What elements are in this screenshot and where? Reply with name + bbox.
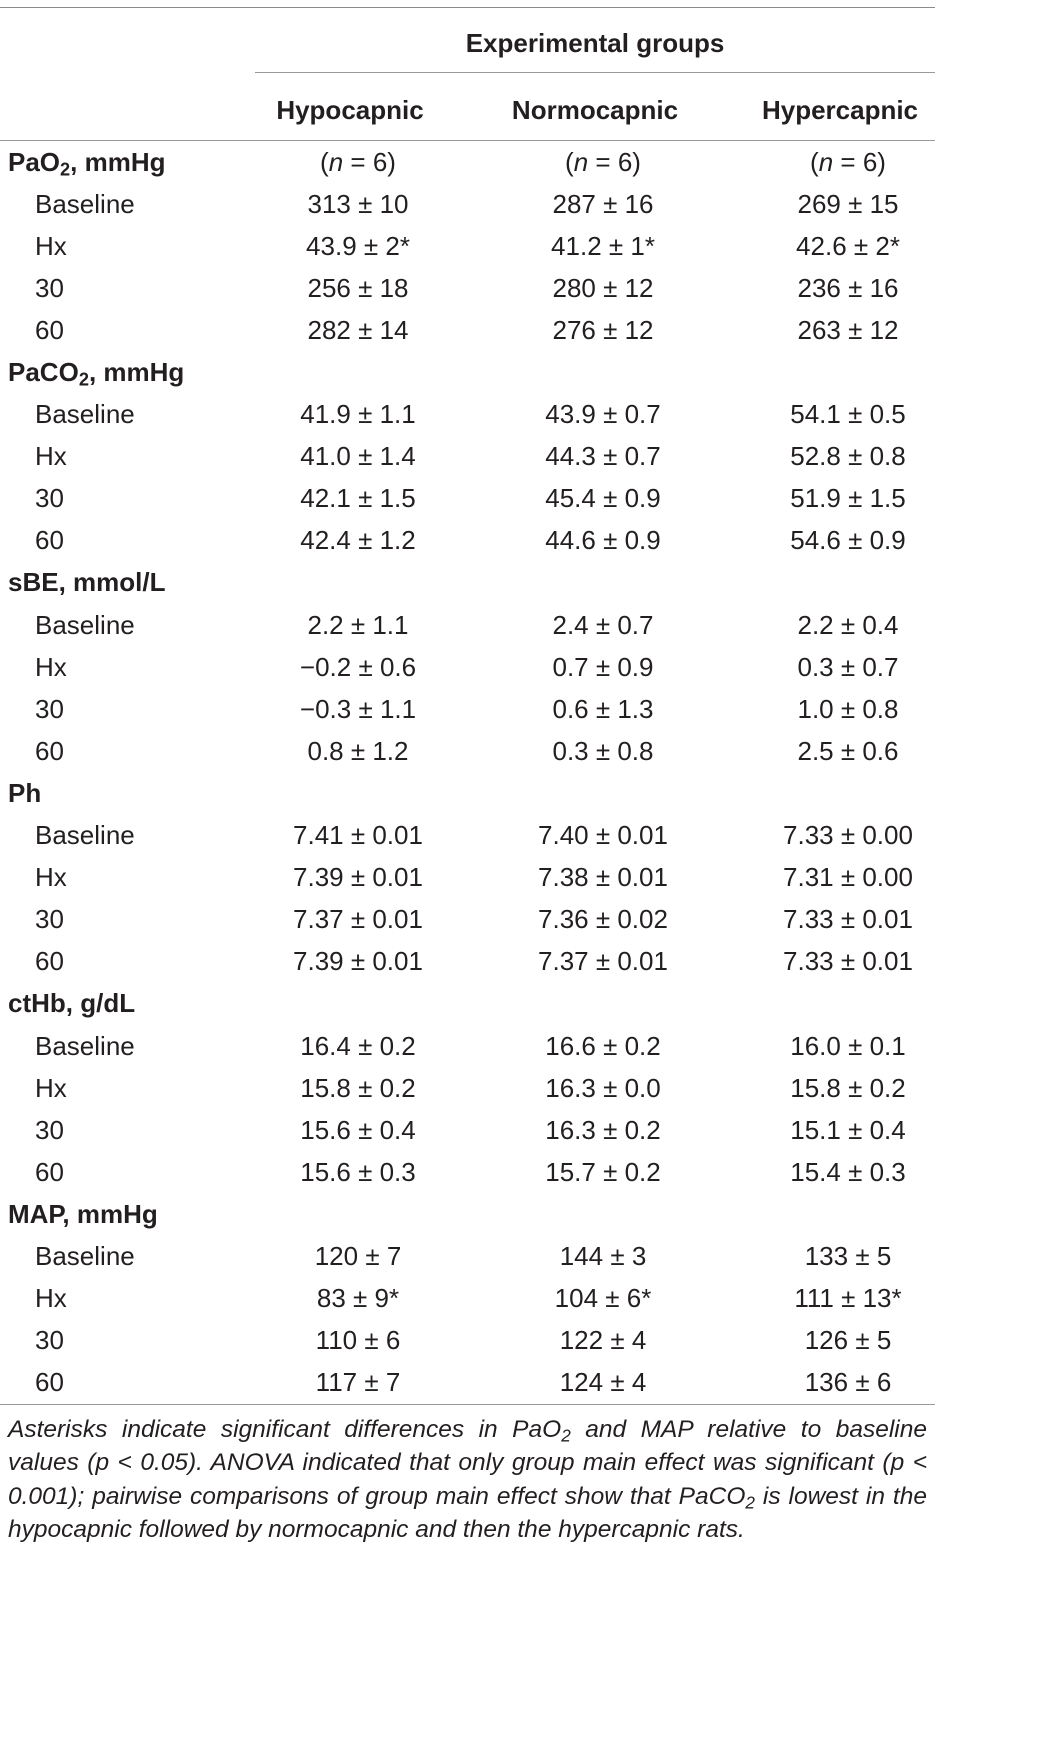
table-row	[0, 394, 943, 436]
value-cell: 15.1 ± 0.4	[790, 1114, 906, 1145]
row-label: 30	[35, 483, 64, 514]
table-row	[0, 1362, 943, 1404]
value-cell: 111 ± 13*	[794, 1283, 902, 1314]
row-label: Baseline	[35, 609, 135, 640]
row-label: 30	[35, 693, 64, 724]
table-footnote	[0, 1405, 935, 1547]
sample-size-cell: (n = 6)	[810, 146, 886, 177]
sample-size-cell: (n = 6)	[320, 146, 396, 177]
row-label: Hx	[35, 441, 67, 472]
row-label: 60	[35, 525, 64, 556]
value-cell: 0.6 ± 1.3	[552, 693, 654, 724]
value-cell: 2.5 ± 0.6	[797, 735, 899, 766]
sample-size-cell	[453, 351, 753, 393]
table-row	[0, 646, 943, 688]
section-row	[0, 983, 943, 1025]
value-cell: 110 ± 6	[315, 1325, 401, 1356]
value-cell: 136 ± 6	[804, 1367, 892, 1398]
row-label: Hx	[35, 651, 67, 682]
group-header-label: Experimental groups	[465, 28, 725, 58]
value-cell: 7.33 ± 0.01	[783, 946, 913, 977]
section-name: sBE, mmol/L	[8, 567, 166, 598]
value-cell: 0.7 ± 0.9	[552, 651, 654, 682]
section-name: Ph	[8, 777, 42, 808]
section-name: PaCO	[8, 357, 79, 388]
footnote-part-3: is lowest in the hypocapnic followed by normocapnic and then the hypercapnic rats.	[8, 1482, 927, 1544]
row-label: Baseline	[35, 188, 135, 219]
value-cell: 269 ± 15	[797, 188, 899, 219]
value-cell: 42.4 ± 1.2	[300, 525, 416, 556]
row-label: 30	[35, 1114, 64, 1145]
section-title	[0, 562, 263, 604]
column-header-hypercapnic: Hypercapnic	[761, 95, 919, 125]
row-label: Hx	[35, 1072, 67, 1103]
value-cell: 7.37 ± 0.01	[538, 946, 668, 977]
value-cell: 0.8 ± 1.2	[307, 735, 409, 766]
row-label: Baseline	[35, 399, 135, 430]
sample-size-cell	[263, 983, 453, 1025]
sample-size-cell	[753, 351, 943, 393]
value-cell: 43.9 ± 2*	[306, 230, 410, 261]
section-row	[0, 562, 943, 604]
value-cell: 7.38 ± 0.01	[538, 862, 668, 893]
value-cell: 7.40 ± 0.01	[538, 820, 668, 851]
table-row	[0, 1278, 943, 1320]
section-row	[0, 351, 943, 393]
value-cell: 15.8 ± 0.2	[790, 1072, 906, 1103]
column-header-hypocapnic: Hypocapnic	[276, 95, 424, 125]
row-label: Hx	[35, 1283, 67, 1314]
row-label: Baseline	[35, 1030, 135, 1061]
sample-size-cell	[453, 1193, 753, 1235]
sample-size-cell	[753, 562, 943, 604]
value-cell: 41.9 ± 1.1	[300, 399, 416, 430]
table-row	[0, 941, 943, 983]
table-row	[0, 1067, 943, 1109]
sample-size-cell	[453, 772, 753, 814]
value-cell: 15.8 ± 0.2	[300, 1072, 416, 1103]
footnote-part-2: and MAP relative to baseline values (p < 0.05). ANOVA indicated that only group main effect was significant (p < 0.001); pairwise comparisons of group main effect show that PaCO	[8, 1415, 927, 1510]
footnote-sub-1: 2	[561, 1425, 571, 1446]
table-row	[0, 730, 943, 772]
section-row	[0, 141, 943, 183]
row-label: 60	[35, 314, 64, 345]
value-cell: 7.39 ± 0.01	[293, 946, 423, 977]
table-row	[0, 1320, 943, 1362]
value-cell: 15.6 ± 0.3	[300, 1156, 416, 1187]
value-cell: 122 ± 4	[559, 1325, 647, 1356]
section-name: ctHb, g/dL	[8, 988, 136, 1019]
value-cell: 0.3 ± 0.7	[797, 651, 899, 682]
value-cell: −0.2 ± 0.6	[299, 651, 417, 682]
value-cell: 41.2 ± 1*	[551, 230, 655, 261]
table-row	[0, 857, 943, 899]
value-cell: 54.1 ± 0.5	[790, 399, 906, 430]
value-cell: 287 ± 16	[552, 188, 654, 219]
section-name-subscript: 2	[60, 159, 71, 180]
value-cell: 7.33 ± 0.00	[783, 820, 913, 851]
data-table	[0, 141, 943, 1404]
value-cell: 16.3 ± 0.2	[545, 1114, 661, 1145]
value-cell: 83 ± 9*	[316, 1283, 400, 1314]
sample-size-cell	[263, 772, 453, 814]
value-cell: 7.31 ± 0.00	[783, 862, 913, 893]
table-row	[0, 183, 943, 225]
sample-size-cell	[753, 1193, 943, 1235]
value-cell: 263 ± 12	[797, 314, 899, 345]
value-cell: 43.9 ± 0.7	[545, 399, 661, 430]
value-cell: 7.33 ± 0.01	[783, 904, 913, 935]
value-cell: 144 ± 3	[559, 1240, 647, 1271]
value-cell: 52.8 ± 0.8	[790, 441, 906, 472]
value-cell: 256 ± 18	[307, 272, 409, 303]
value-cell: 44.3 ± 0.7	[545, 441, 661, 472]
table-row	[0, 899, 943, 941]
table-row	[0, 436, 943, 478]
value-cell: 16.3 ± 0.0	[545, 1072, 661, 1103]
section-row	[0, 1193, 943, 1235]
value-cell: 41.0 ± 1.4	[300, 441, 416, 472]
section-title	[0, 1193, 263, 1235]
row-label: 30	[35, 272, 64, 303]
table-row	[0, 688, 943, 730]
value-cell: 282 ± 14	[307, 314, 409, 345]
section-title	[0, 772, 263, 814]
sample-size-cell	[753, 772, 943, 814]
value-cell: 7.36 ± 0.02	[538, 904, 668, 935]
value-cell: 42.6 ± 2*	[796, 230, 900, 261]
value-cell: 15.6 ± 0.4	[300, 1114, 416, 1145]
sample-size-cell: (n = 6)	[565, 146, 641, 177]
row-label: Hx	[35, 862, 67, 893]
column-header-normocapnic: Normocapnic	[511, 95, 679, 125]
sample-size-cell	[263, 351, 453, 393]
footnote-sub-2: 2	[745, 1492, 755, 1513]
section-unit: , mmHg	[70, 146, 166, 177]
table-row	[0, 309, 943, 351]
value-cell: 16.0 ± 0.1	[790, 1030, 906, 1061]
value-cell: 15.7 ± 0.2	[545, 1156, 661, 1187]
sample-size-cell	[263, 562, 453, 604]
row-label: Baseline	[35, 820, 135, 851]
value-cell: 2.2 ± 1.1	[307, 609, 409, 640]
value-cell: 16.4 ± 0.2	[300, 1030, 416, 1061]
table-row	[0, 815, 943, 857]
row-label: 30	[35, 1325, 64, 1356]
row-label: 30	[35, 904, 64, 935]
value-cell: 0.3 ± 0.8	[552, 735, 654, 766]
row-label: 60	[35, 1367, 64, 1398]
table-body	[0, 141, 943, 1404]
section-title	[0, 983, 263, 1025]
footnote-text	[8, 1413, 927, 1547]
value-cell: 276 ± 12	[552, 314, 654, 345]
value-cell: 104 ± 6*	[554, 1283, 652, 1314]
table-row	[0, 1151, 943, 1193]
footnote-part-1: Asterisks indicate significant differences in PaO	[8, 1415, 562, 1443]
value-cell: 54.6 ± 0.9	[790, 525, 906, 556]
value-cell: 124 ± 4	[559, 1367, 647, 1398]
section-title	[0, 351, 263, 393]
row-label: Hx	[35, 230, 67, 261]
value-cell: 44.6 ± 0.9	[545, 525, 661, 556]
table-row	[0, 1109, 943, 1151]
value-cell: 280 ± 12	[552, 272, 654, 303]
column-header-row	[0, 73, 935, 140]
value-cell: 120 ± 7	[314, 1240, 402, 1271]
row-label: 60	[35, 735, 64, 766]
table-row	[0, 1025, 943, 1067]
value-cell: 51.9 ± 1.5	[790, 483, 906, 514]
value-cell: 2.2 ± 0.4	[797, 609, 899, 640]
section-unit: , mmHg	[88, 357, 185, 388]
value-cell: 15.4 ± 0.3	[790, 1156, 906, 1187]
value-cell: 126 ± 5	[804, 1325, 892, 1356]
sample-size-cell	[453, 562, 753, 604]
sample-size-cell	[753, 983, 943, 1025]
value-cell: 7.41 ± 0.01	[293, 820, 423, 851]
section-name: MAP, mmHg	[8, 1198, 158, 1229]
table-row	[0, 225, 943, 267]
value-cell: 42.1 ± 1.5	[300, 483, 416, 514]
value-cell: 45.4 ± 0.9	[545, 483, 661, 514]
value-cell: 1.0 ± 0.8	[797, 693, 899, 724]
value-cell: −0.3 ± 1.1	[299, 693, 417, 724]
value-cell: 236 ± 16	[797, 272, 899, 303]
value-cell: 7.39 ± 0.01	[293, 862, 423, 893]
row-label: 60	[35, 1156, 64, 1187]
section-title	[0, 141, 263, 183]
value-cell: 117 ± 7	[315, 1367, 401, 1398]
value-cell: 2.4 ± 0.7	[552, 609, 654, 640]
table-row	[0, 1235, 943, 1277]
section-name: PaO	[8, 146, 61, 177]
value-cell: 7.37 ± 0.01	[293, 904, 423, 935]
section-name-subscript: 2	[78, 369, 89, 390]
row-label: Baseline	[35, 1240, 135, 1271]
table-row	[0, 478, 943, 520]
table-row	[0, 267, 943, 309]
sample-size-cell	[263, 1193, 453, 1235]
group-header	[0, 8, 935, 72]
section-row	[0, 772, 943, 814]
value-cell: 313 ± 10	[307, 188, 409, 219]
value-cell: 133 ± 5	[804, 1240, 892, 1271]
value-cell: 16.6 ± 0.2	[545, 1030, 661, 1061]
table-row	[0, 604, 943, 646]
table-row	[0, 520, 943, 562]
row-label: 60	[35, 946, 64, 977]
sample-size-cell	[453, 983, 753, 1025]
